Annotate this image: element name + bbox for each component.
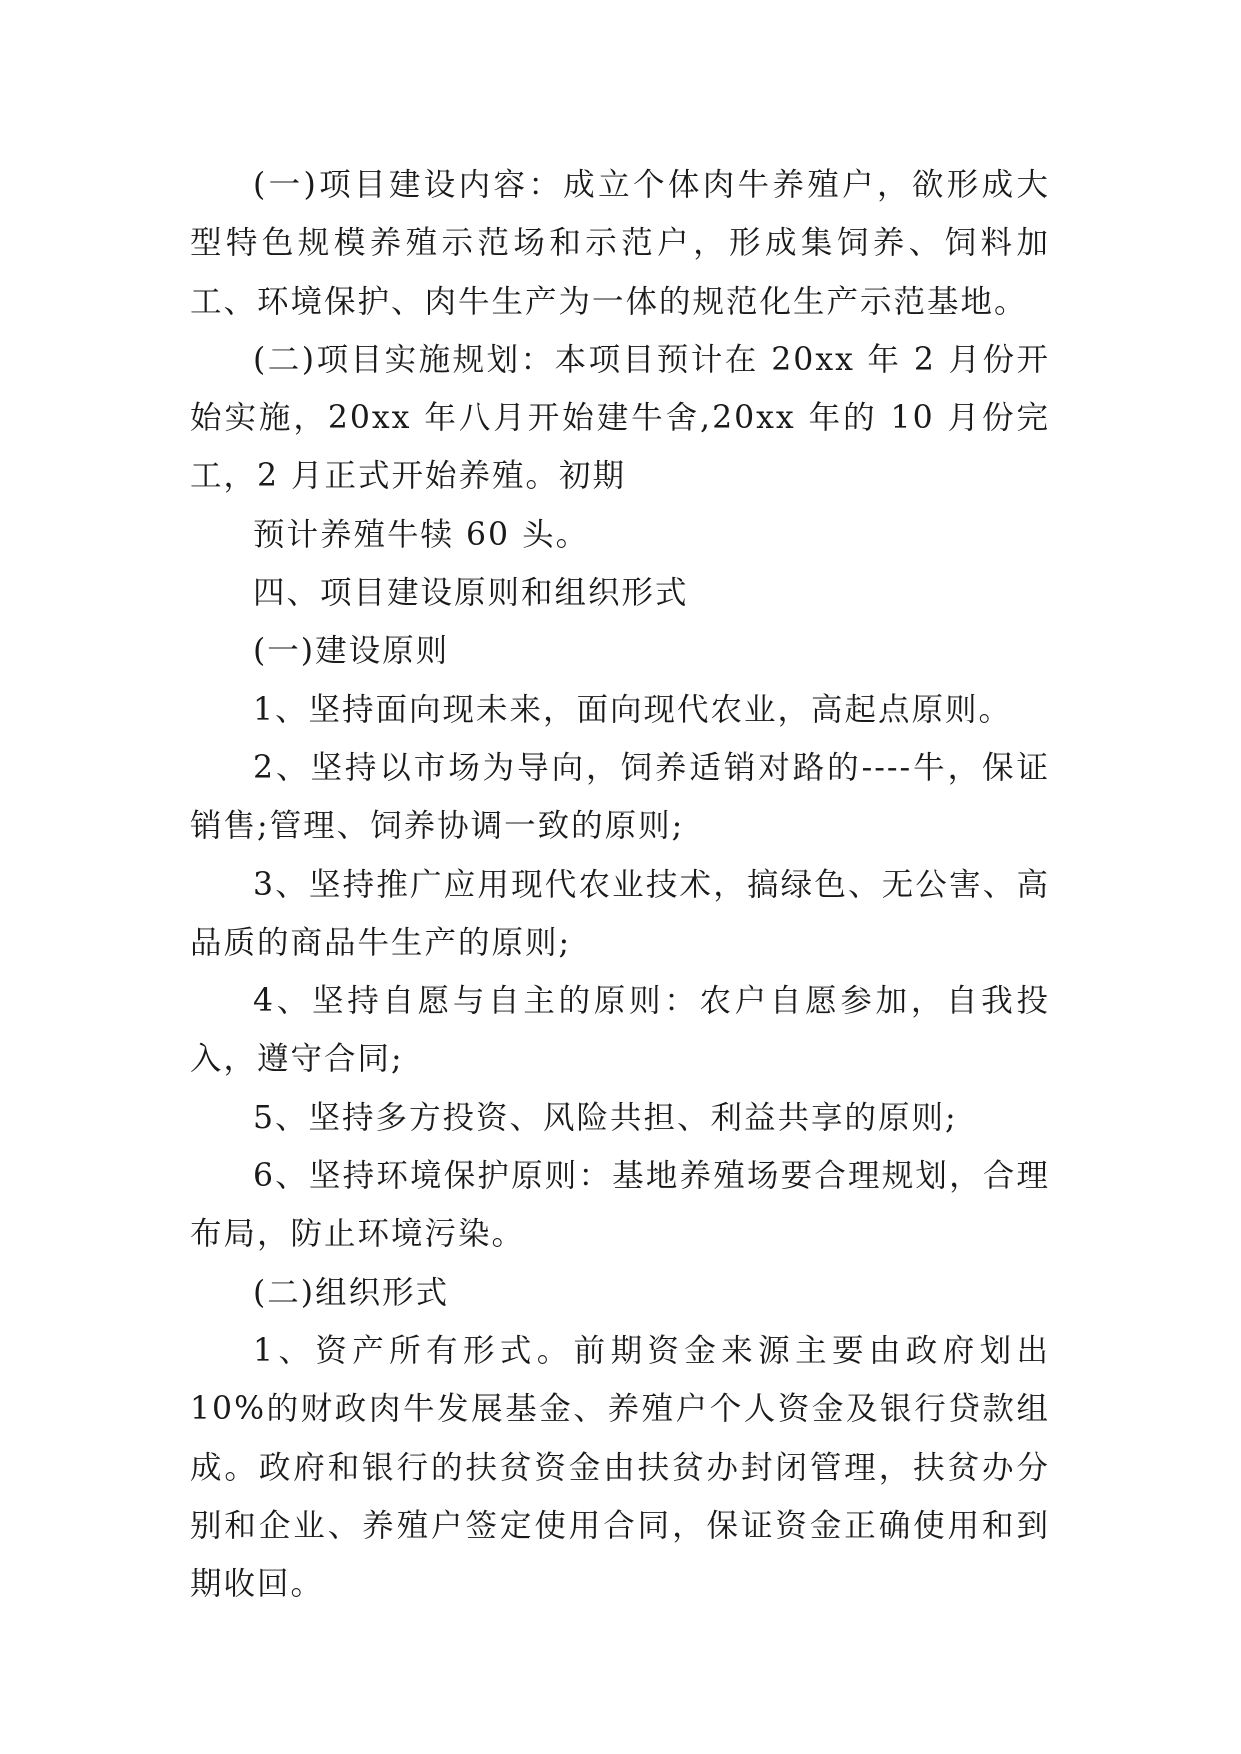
paragraph-implementation-plan: (二)项目实施规划：本项目预计在 20xx 年 2 月份开始实施，20xx 年八月开始建牛舍,20xx 年的 10 月份完工，2 月正式开始养殖。初期 [190, 341, 1050, 495]
paragraph-project-content: (一)项目建设内容：成立个体肉牛养殖户，欲形成大型特色规模养殖示范场和示范户，形成集饲养、饲料加工、环境保护、肉牛生产为一体的规范化生产示范基地。 [190, 167, 1050, 320]
principle-item-6: 6、坚持环境保护原则：基地养殖场要合理规划，合理布局，防止环境污染。 [190, 1158, 1050, 1253]
document-body [190, 156, 1063, 1613]
principle-item-5: 5、坚持多方投资、风险共担、利益共享的原则; [253, 1099, 958, 1136]
principle-item-3: 3、坚持推广应用现代农业技术，搞绿色、无公害、高品质的商品牛生产的原则; [190, 866, 1050, 961]
principle-item-2: 2、坚持以市场为导向，饲养适销对路的----牛，保证销售;管理、饲养协调一致的原则; [190, 749, 1050, 845]
principle-item-1: 1、坚持面向现未来，面向现代农业，高起点原则。 [253, 691, 1013, 728]
principle-item-4: 4、坚持自愿与自主的原则：农户自愿参加，自我投入，遵守合同; [190, 983, 1050, 1078]
section-heading-principles-organization: 四、项目建设原则和组织形式 [253, 575, 689, 612]
subheading-organization-form: (二)组织形式 [253, 1274, 450, 1311]
paragraph-initial-calves: 预计养殖牛犊 60 头。 [253, 516, 590, 553]
subheading-construction-principles: (一)建设原则 [253, 633, 450, 670]
organization-item-1: 1、资产所有形式。前期资金来源主要由政府划出 10%的财政肉牛发展基金、养殖户个人资金及银行贷款组成。政府和银行的扶贫资金由扶贫办封闭管理，扶贫办分别和企业、养殖户签定使用合同，保证资金正确使用和到期收回。 [190, 1332, 1063, 1603]
